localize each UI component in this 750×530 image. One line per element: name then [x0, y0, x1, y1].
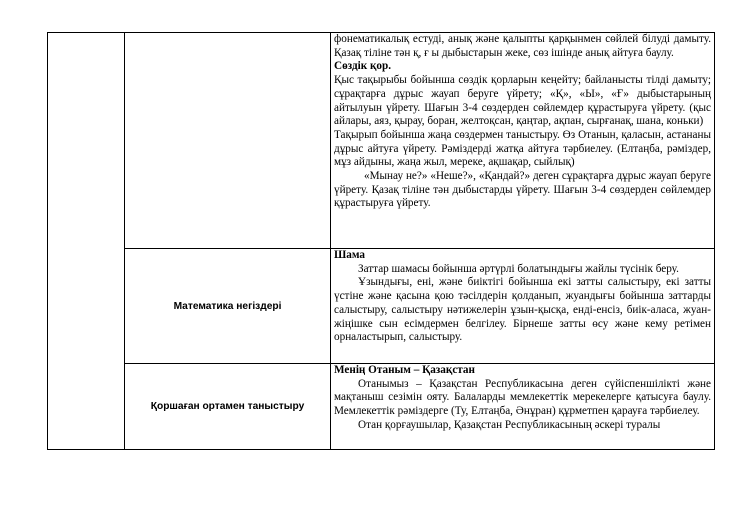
- section-heading: Шама: [334, 249, 366, 261]
- table-row: [48, 364, 715, 450]
- paragraph: Отан қорғаушылар, Қазақстан Республикасының әскері туралы: [358, 418, 661, 431]
- table-row: [48, 249, 715, 364]
- subject-cell: [125, 364, 331, 450]
- empty-first-column-cell: [48, 33, 125, 450]
- subject-cell: [125, 33, 331, 249]
- content-block: [331, 249, 714, 345]
- paragraph: «Мынау не?» «Неше?», «Қандай?» деген сұрақтарға дұрыс жауап беруге үйрету. Қазақ тіліне тән дыбыстарды үйрету. Шағын 3-4 сөздерден сөйлемдер құрастыруға үйрету.: [334, 170, 711, 210]
- table-row: [48, 33, 715, 249]
- subject-name: Қоршаған ортамен таныстыру: [150, 401, 305, 412]
- content-cell: [331, 249, 715, 364]
- content-block: [331, 33, 714, 211]
- paragraph: фонематикалық естуді, анық және қалыпты қарқынмен сөйлей білуді дамыту. Қазақ тіліне тән қ, ғ ы дыбыстарын жеке, сөз ішінде анық айтуға баулу.: [334, 33, 711, 59]
- paragraph: Ұзындығы, ені, және биіктігі бойынша екі затты салыстыру, екі затты үстіне және қасына қою тәсілдерін қолданып, жуандығы бойынша заттарды салыстыру, салыстыру нәтижелерін ұзын-қысқа, енді-енсіз, биік-аласа, жуан-жіңішке сын есімдермен белгілеу. Бірнеше затты өсу және кему ретімен орналастырып, салыстыру.: [334, 276, 711, 344]
- plan-table: [47, 32, 715, 450]
- content-cell: [331, 364, 715, 450]
- paragraph: Қыс тақырыбы бойынша сөздік қорларын кеңейту; байланысты тілді дамыту; сұрақтарға дұрыс жауап беруге үйрету; «Қ», «Ы», «Ғ» дыбыстарының айтылуын үйрету. Шағын 3-4 сөздерден сөйлемдер құрастыруға үйрету. (қыс айлары, аяз, қырау, боран, желтоқсан, қаңтар, ақпан, сырғанақ, шана, коньки): [334, 74, 711, 128]
- section-heading: Сөздік қор.: [334, 60, 392, 73]
- subject-cell: [125, 249, 331, 364]
- content-cell: [331, 33, 715, 249]
- paragraph: Тақырып бойынша жаңа сөздермен таныстыру. Өз Отанын, қаласын, астананы дұрыс айтуға үйрету. Рәміздерді жатқа айтуға тәрбиелеу. (Елтаңба, рәміздер, мұз айдыны, жаңа жыл, мереке, ақшақар, сыйлық): [334, 128, 711, 169]
- paragraph: Заттар шамасы бойынша әртүрлі болатындығы жайлы түсінік беру.: [358, 262, 679, 275]
- subject-name: Математика негіздері: [173, 300, 282, 312]
- paragraph: Отанымыз – Қазақстан Республикасына деген сүйіспеншілікті және мақтаныш сезімін ояту. Балаларды мемлекеттік мерекелерге қатысуға баулу. Мемлекеттік рәміздерге (Ту, Елтаңба, Әнұран) құрметпен қарауға тәрбиелеу.: [334, 377, 711, 418]
- content-block: [331, 364, 714, 433]
- section-heading: Менің Отаным – Қазақстан: [334, 364, 475, 376]
